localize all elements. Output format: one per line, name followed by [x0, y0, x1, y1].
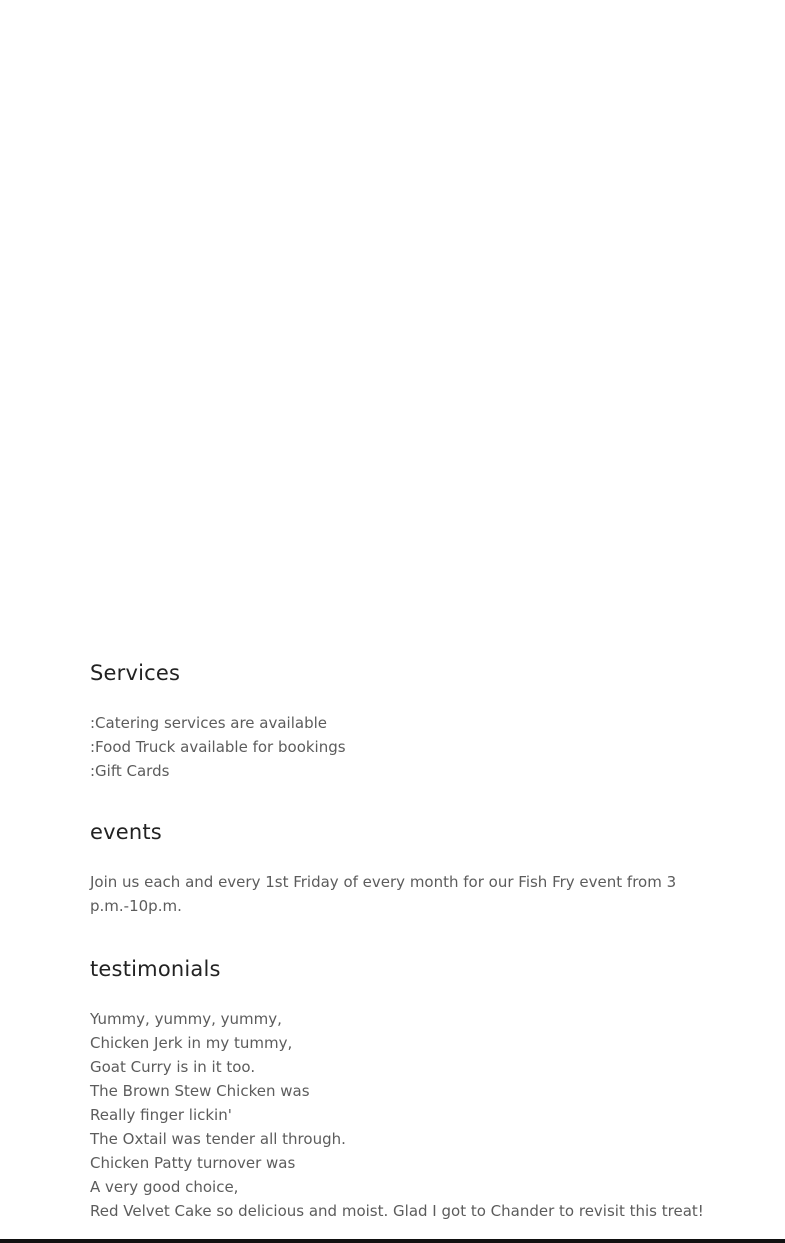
testimonial-line: Chicken Patty turnover was: [90, 1154, 296, 1172]
testimonial-line: Red Velvet Cake so delicious and moist. Glad I got to Chander to revisit this treat!: [90, 1202, 704, 1220]
bottom-divider: [0, 1239, 785, 1243]
services-section: [90, 655, 710, 783]
events-text: Join us each and every 1st Friday of every month for our Fish Fry event from 3 p.m.-10p.m.: [90, 873, 677, 915]
services-list: [90, 711, 710, 783]
testimonial-line: A very good choice,: [90, 1178, 239, 1196]
testimonial-line: Goat Curry is in it too.: [90, 1058, 256, 1076]
services-item: :Food Truck available for bookings: [90, 738, 346, 756]
testimonials-section: [90, 951, 710, 1223]
testimonials-heading: testimonials: [90, 957, 221, 981]
testimonial-line: Really finger lickin': [90, 1106, 232, 1124]
testimonial-line: The Oxtail was tender all through.: [90, 1130, 346, 1148]
testimonial-line: Yummy, yummy, yummy,: [90, 1010, 282, 1028]
testimonial-line: The Brown Stew Chicken was: [90, 1082, 310, 1100]
testimonial-line: Chicken Jerk in my tummy,: [90, 1034, 293, 1052]
events-heading: events: [90, 820, 162, 844]
main-content: [90, 655, 710, 1223]
services-heading: Services: [90, 661, 181, 685]
services-item: :Gift Cards: [90, 762, 170, 780]
services-item: :Catering services are available: [90, 714, 328, 732]
events-section: [90, 814, 710, 918]
testimonials-text: [90, 1007, 710, 1223]
